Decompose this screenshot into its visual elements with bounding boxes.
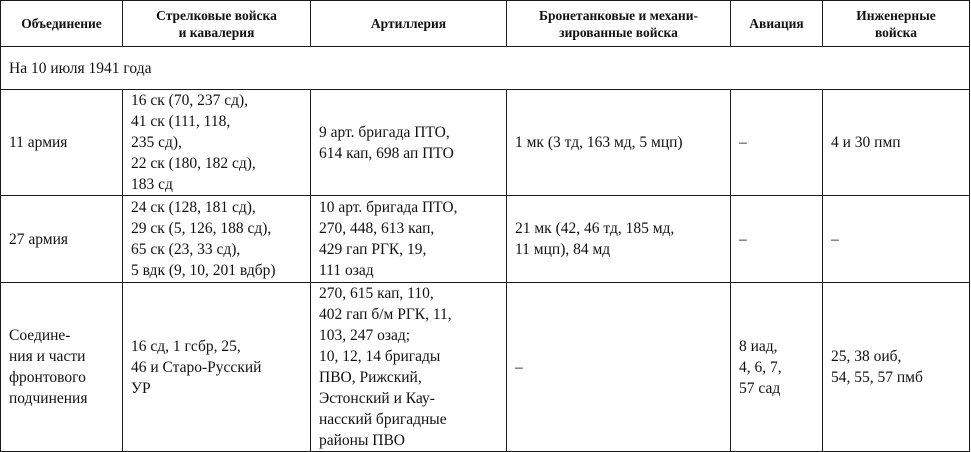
cell-formation [1, 196, 123, 283]
cell-line: – [739, 134, 747, 151]
cell-artillery [311, 90, 507, 196]
cell-line: фронтового [9, 369, 86, 386]
cell-artillery [311, 196, 507, 283]
header-line: Авиация [749, 16, 804, 31]
cell-line: 8 иад, [739, 337, 778, 355]
cell-line: 54, 55, 57 пмб [831, 369, 923, 386]
cell-line: насский бригадные [319, 411, 447, 428]
cell-line: – [831, 230, 839, 248]
header-cell-infantry-cavalry [123, 1, 311, 47]
header-line: Объединение [21, 16, 102, 31]
cell-line: 29 ск (5, 126, 188 сд), [131, 220, 272, 237]
cell-line: 270, 615 кап, 110, [319, 285, 434, 302]
header-row [1, 1, 970, 47]
cell-line: 111 озад [319, 262, 374, 279]
cell-aviation [731, 283, 823, 452]
cell-infantry-cavalry [123, 283, 311, 452]
table-row-front-units [1, 283, 970, 452]
cell-line: 41 ск (111, 118, [131, 113, 231, 130]
cell-line: 24 ск (128, 181 сд), [131, 199, 256, 216]
header-line: Бронетанковые и механи- [539, 7, 698, 23]
cell-formation [1, 283, 123, 452]
header-line: Артиллерия [370, 16, 447, 31]
cell-line: 1 мк (3 тд, 163 мд, 5 мцп) [515, 134, 683, 151]
cell-line: 429 гап РГК, 19, [319, 241, 427, 258]
cell-line: 16 сд, 1 гсбр, 25, [131, 337, 241, 355]
cell-formation [1, 90, 123, 196]
header-cell-engineers [823, 1, 970, 47]
cell-line: 270, 448, 613 кап, [319, 220, 435, 237]
cell-line: 10, 12, 14 бригады [319, 348, 441, 365]
date-row [1, 47, 970, 90]
cell-line: 103, 247 озад; [319, 327, 411, 344]
cell-line: Эстонский и Кау- [319, 390, 435, 407]
cell-line: 183 сд [131, 176, 173, 193]
cell-engineers [823, 196, 970, 283]
table-row-11-army [1, 90, 970, 196]
cell-line: 9 арт. бригада ПТО, [319, 123, 450, 141]
cell-engineers [823, 90, 970, 196]
header-cell-formation [1, 1, 123, 47]
cell-line: ПВО, Рижский, [319, 369, 422, 386]
table-row-27-army [1, 196, 970, 283]
date-cell [1, 47, 970, 90]
cell-armored-mechanized [507, 90, 731, 196]
cell-armored-mechanized [507, 196, 731, 283]
header-cell-artillery [311, 1, 507, 47]
cell-line: 25, 38 оиб, [831, 348, 902, 365]
header-cell-armored-mechanized [507, 1, 731, 47]
cell-line: Соедине- [9, 327, 71, 344]
cell-line: 21 мк (42, 46 тд, 185 мд, [515, 220, 675, 237]
cell-line: 11 мцп), 84 мд [515, 241, 611, 258]
cell-line: 10 арт. бригада ПТО, [319, 199, 458, 216]
cell-line: 5 вдк (9, 10, 201 вдбр) [131, 262, 276, 279]
header-line: и кавалерия [178, 24, 255, 40]
cell-aviation [731, 196, 823, 283]
cell-line: – [739, 230, 747, 248]
cell-line: – [515, 358, 523, 376]
cell-line: 27 армия [9, 230, 69, 248]
cell-line: подчинения [9, 390, 88, 407]
cell-armored-mechanized [507, 283, 731, 452]
cell-aviation [731, 90, 823, 196]
header-cell-aviation [731, 1, 823, 47]
cell-line: 11 армия [9, 134, 68, 151]
cell-line: районы ПВО [319, 432, 405, 449]
cell-infantry-cavalry [123, 90, 311, 196]
cell-line: УР [131, 379, 151, 397]
cell-line: 57 сад [739, 379, 781, 397]
cell-line: 235 сд), [131, 134, 182, 151]
header-line: войска [874, 24, 918, 40]
cell-line: 16 ск (70, 237 сд), [131, 92, 248, 109]
date-text: На 10 июля 1941 года [9, 59, 152, 77]
cell-line: 4, 6, 7, [739, 358, 782, 376]
cell-artillery [311, 283, 507, 452]
cell-line: 402 гап б/м РГК, 11, [319, 306, 452, 323]
cell-line: ния и части [9, 348, 86, 365]
cell-engineers [823, 283, 970, 452]
cell-line: 4 и 30 пмп [831, 134, 901, 151]
header-line: Стрелковые войска [156, 7, 277, 23]
cell-infantry-cavalry [123, 196, 311, 283]
cell-line: 65 ск (23, 33 сд), [131, 241, 241, 258]
cell-line: 46 и Старо-Русский [131, 358, 262, 376]
cell-line: 614 кап, 698 ап ПТО [319, 144, 454, 162]
cell-line: 22 ск (180, 182 сд), [131, 155, 256, 172]
header-line: Инженерные [856, 7, 936, 23]
header-line: зированные войска [559, 24, 678, 40]
